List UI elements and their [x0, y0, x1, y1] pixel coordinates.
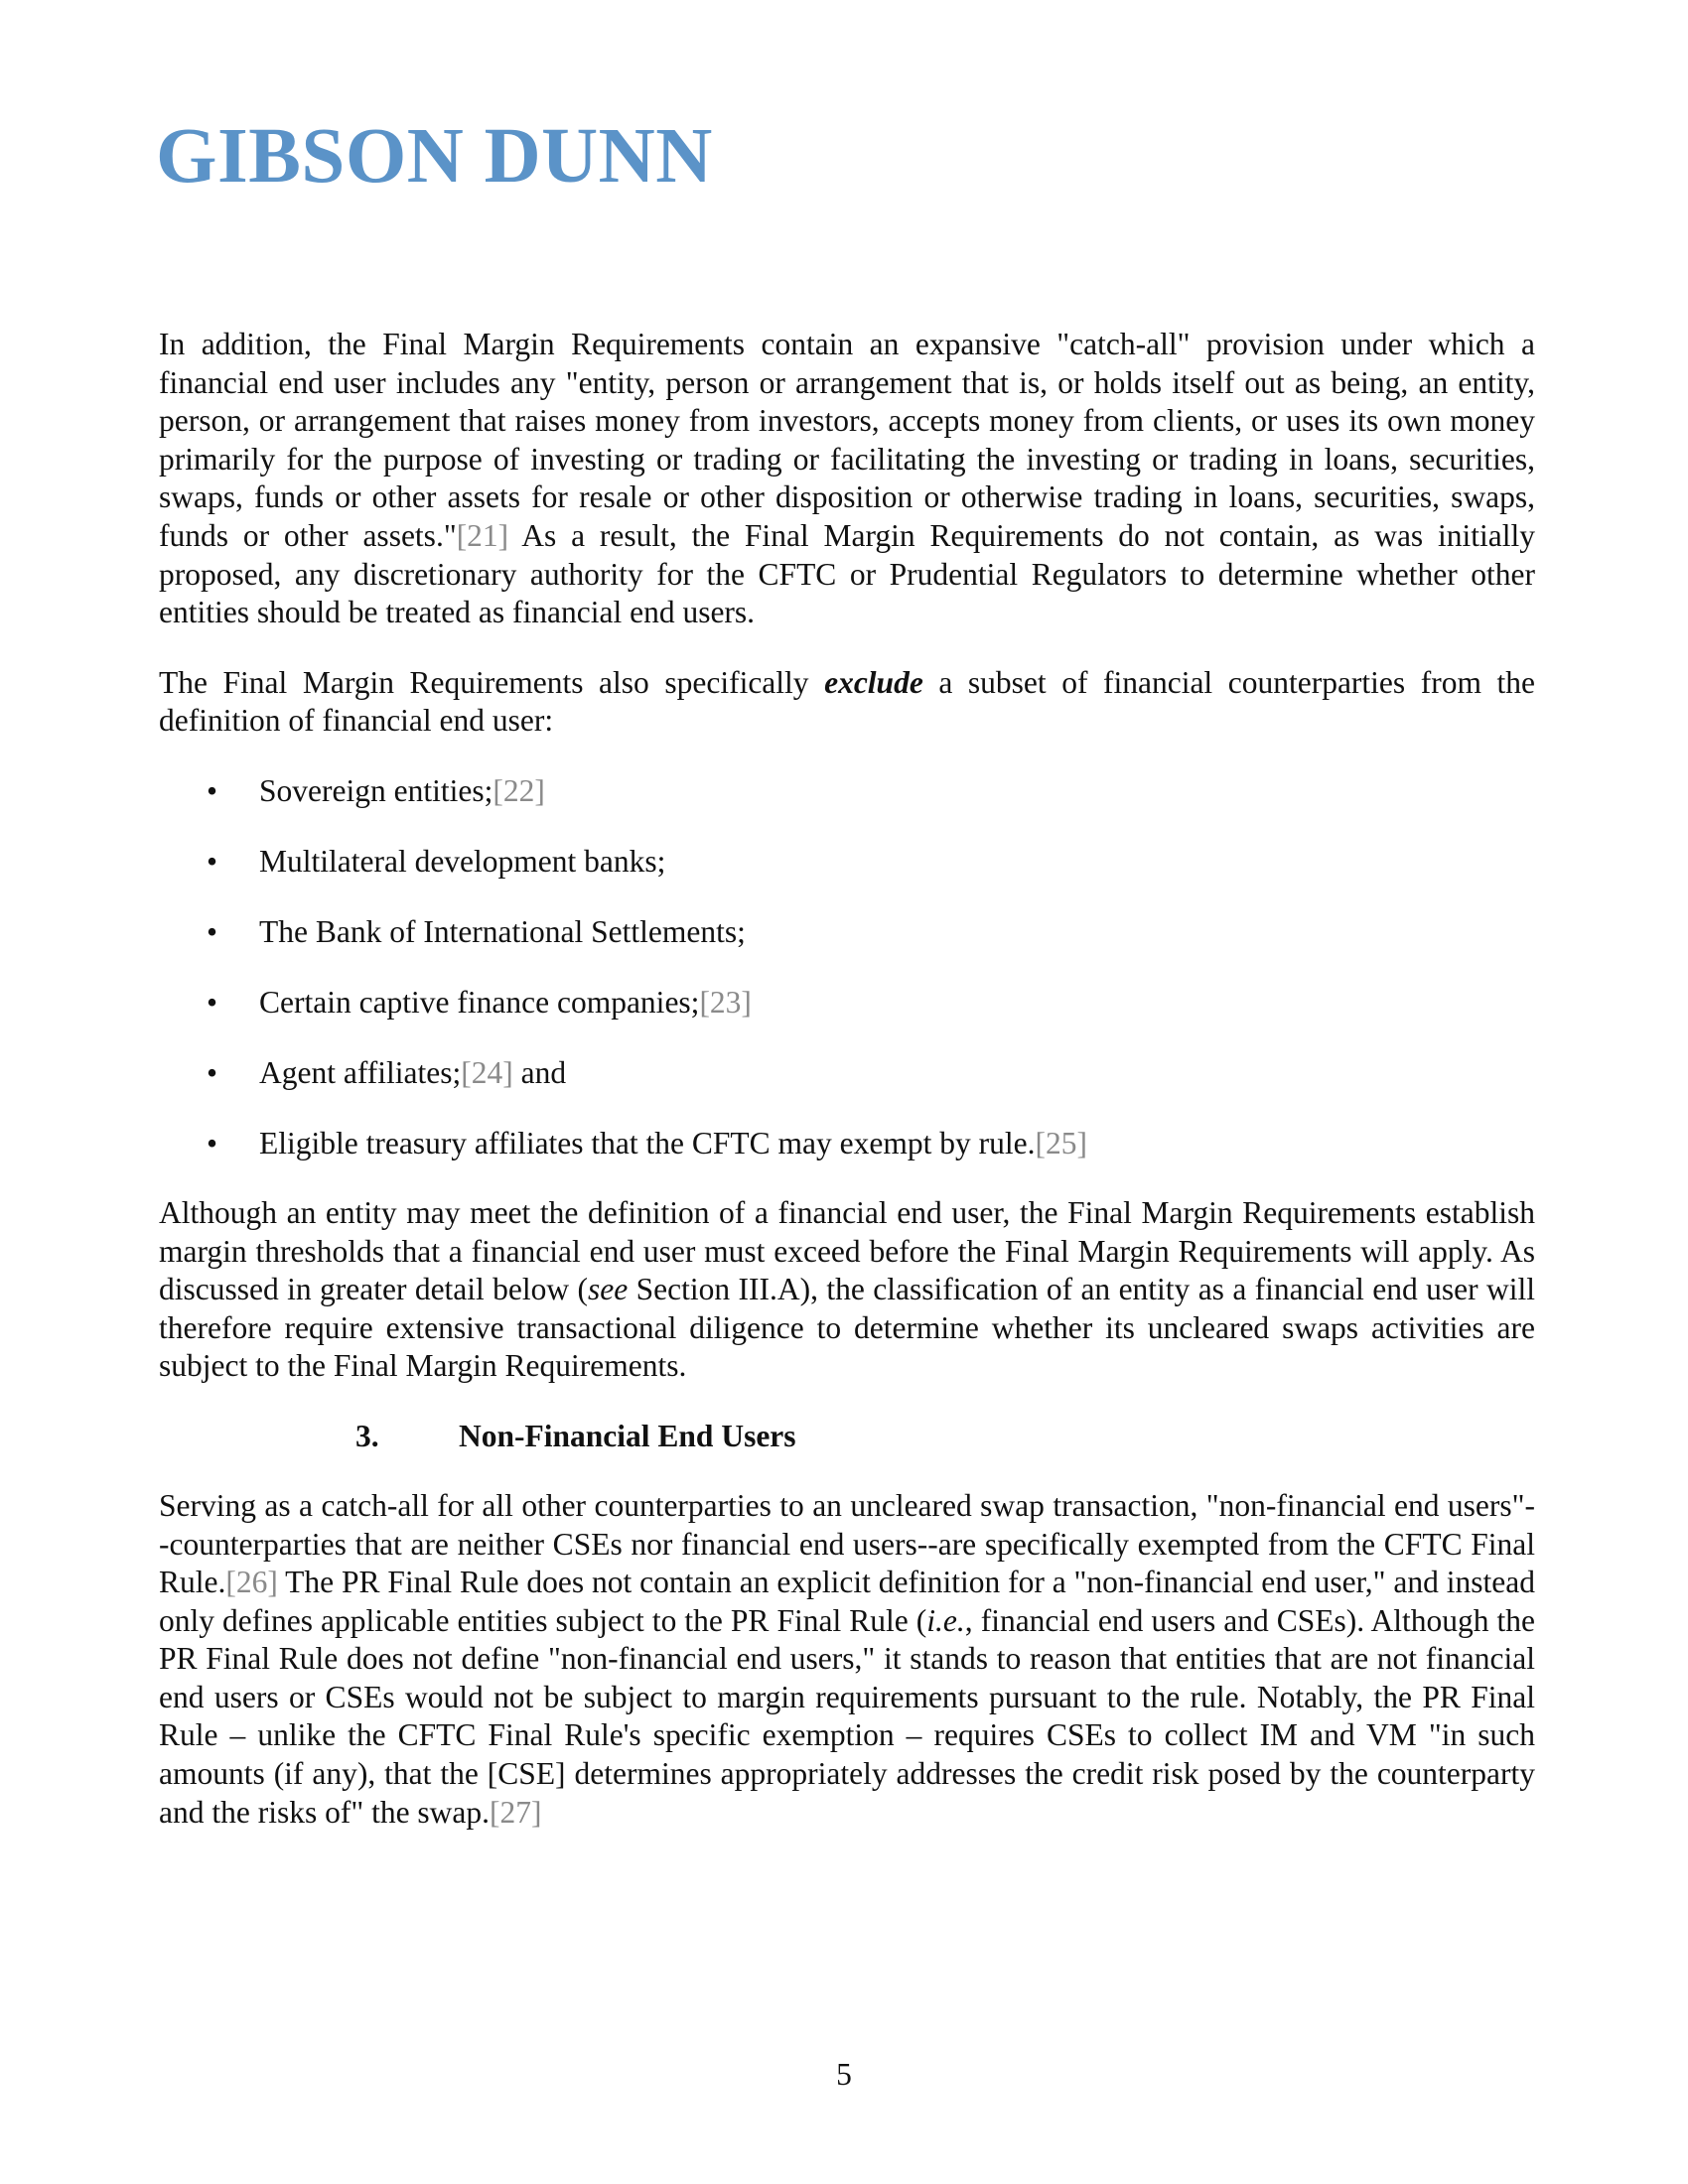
list-item: • Agent affiliates;[24] and	[159, 1054, 1535, 1092]
page-number: 5	[836, 2057, 852, 2092]
list-item: • Certain captive finance companies;[23]	[159, 984, 1535, 1022]
paragraph-exclusions-intro: The Final Margin Requirements also specifically exclude a subset of financial counterparties from the definition of financial end user:	[159, 664, 1535, 739]
list-item: • Multilateral development banks;	[159, 843, 1535, 881]
bullet-icon: •	[207, 772, 218, 808]
section-title: Non-Financial End Users	[459, 1418, 796, 1453]
paragraph-thresholds: Although an entity may meet the definition of a financial end user, the Final Margin Requirements establish margin thresholds that a financial end user must exceed before the Final Margin Requirements will apply. As discussed in greater detail below (see Section III.A), the classification of an entity as a financial end user will therefore require extensive transactional diligence to determine whether its uncleared swaps activities are subject to the Final Margin Requirements.	[159, 1194, 1535, 1384]
section-heading	[159, 1418, 1535, 1455]
list-item: • Eligible treasury affiliates that the CFTC may exempt by rule.[25]	[159, 1125, 1535, 1162]
bullet-icon: •	[207, 843, 218, 879]
emphasis-see: see	[588, 1272, 629, 1307]
exclusion-list	[159, 772, 1535, 1162]
footnote-link-22[interactable]: [22]	[492, 772, 545, 808]
bullet-icon: •	[207, 913, 218, 949]
footnote-link-23[interactable]: [23]	[699, 984, 752, 1020]
footnote-link-24[interactable]: [24]	[461, 1054, 513, 1090]
paragraph-non-financial-end-users: Serving as a catch-all for all other counterparties to an uncleared swap transaction, "non-financial end users"--counterparties that are neither CSEs nor financial end users--are specifically exempted from the CFTC Final Rule.[26] The PR Final Rule does not contain an explicit definition for a "non-financial end user," and instead only defines applicable entities subject to the PR Final Rule (i.e., financial end users and CSEs). Although the PR Final Rule does not define "non-financial end users," it stands to reason that entities that are not financial end users or CSEs would not be subject to margin requirements pursuant to the rule. Notably, the PR Final Rule – unlike the CFTC Final Rule's specific exemption – requires CSEs to collect IM and VM "in such amounts (if any), that the [CSE] determines appropriately addresses the credit risk posed by the counterparty and the risks of" the swap.[27]	[159, 1487, 1535, 1830]
document-body	[159, 326, 1535, 1832]
list-item: • The Bank of International Settlements;	[159, 913, 1535, 951]
paragraph-catch-all: In addition, the Final Margin Requirements contain an expansive "catch-all" provision under which a financial end user includes any "entity, person or arrangement that is, or holds itself out as being, an entity, person, or arrangement that raises money from investors, accepts money from clients, or uses its own money primarily for the purpose of investing or trading or facilitating the investing or trading in loans, securities, swaps, funds or other assets for resale or other disposition or otherwise trading in loans, securities, swaps, funds or other assets."[21] As a result, the Final Margin Requirements do not contain, as was initially proposed, any discretionary authority for the CFTC or Prudential Regulators to determine whether other entities should be treated as financial end users.	[159, 327, 1536, 630]
footnote-link-27[interactable]: [27]	[490, 1794, 542, 1830]
bullet-icon: •	[207, 984, 218, 1020]
footnote-link-21[interactable]: [21]	[456, 517, 509, 553]
footnote-link-25[interactable]: [25]	[1035, 1125, 1087, 1160]
emphasis-ie: i.e.	[926, 1602, 965, 1638]
firm-logo: GIBSON DUNN	[156, 113, 713, 200]
list-item: • Sovereign entities;[22]	[159, 772, 1535, 810]
section-number: 3.	[355, 1418, 379, 1453]
bullet-icon: •	[207, 1054, 218, 1090]
emphasis-exclude: exclude	[824, 664, 923, 700]
bullet-icon: •	[207, 1125, 218, 1160]
footnote-link-26[interactable]: [26]	[225, 1565, 278, 1600]
